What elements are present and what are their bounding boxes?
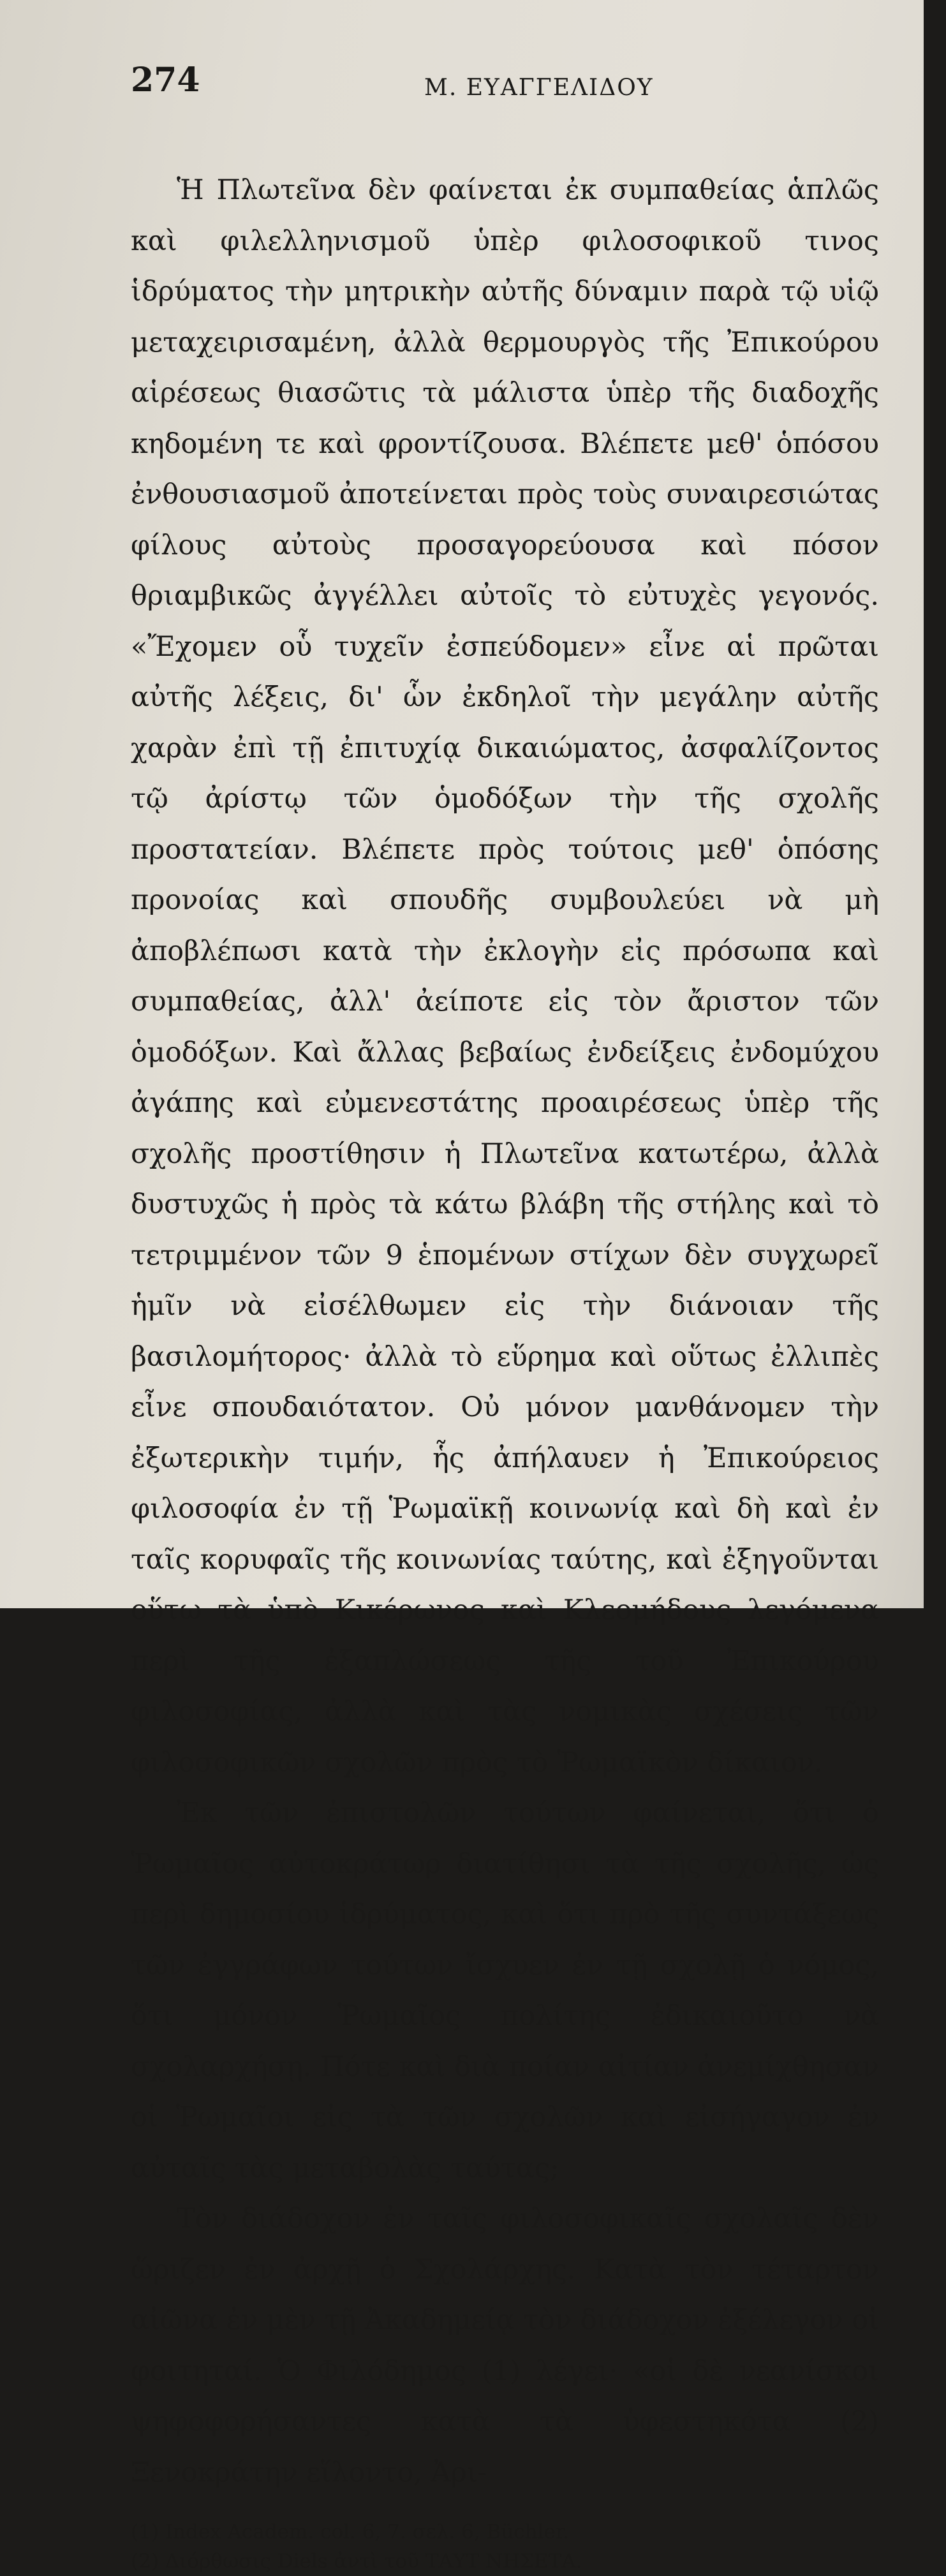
page-number: 274 xyxy=(131,61,200,100)
running-head: Μ. ΕΥΑΓΓΕΛΙΔΟΥ xyxy=(424,75,654,101)
paragraph-1: Ἡ Πλωτεῖνα δὲν φαίνεται ἐκ συμπαθείας ἁπλῶς καὶ φιλελληνισμοῦ ὑπὲρ φιλοσοφικοῦ τινος ἱδρύματος τὴν μητρικὴν αὐτῆς δύναμιν παρὰ τῷ υἱῷ μεταχειρισαμένη, ἀλλὰ θερμουργὸς τῆς Ἐπικούρου αἱρέσεως θιασῶτις τὰ μάλιστα ὑπὲρ τῆς διαδοχῆς κηδομένη τε καὶ φροντίζουσα. Βλέπετε μεθ' ὁπόσου ἐνθουσιασμοῦ ἀποτείνεται πρὸς τοὺς συναιρεσιώτας φίλους αὐτοὺς προσαγορεύουσα καὶ πόσον θριαμβικῶς ἀγγέλλει αὐτοῖς τὸ εὐτυχὲς γεγονός. «Ἔχομεν οὗ τυχεῖν ἐσπεύδομεν» εἶνε αἱ πρῶται αὐτῆς λέξεις, δι' ὧν ἐκδηλοῖ τὴν μεγάλην αὐτῆς χαρὰν ἐπὶ τῇ ἐπιτυχίᾳ δικαιώματος, ἀσφαλίζοντος τῷ ἀρίστῳ τῶν ὁμοδόξων τὴν τῆς σχολῆς προστατείαν. Βλέπετε πρὸς τούτοις μεθ' ὁπόσης προνοίας καὶ σπουδῆς συμβουλεύει νὰ μὴ ἀποβλέπωσι κατὰ τὴν ἐκλογὴν εἰς πρόσωπα καὶ συμπαθείας, ἀλλ' ἀείποτε εἰς τὸν ἄριστον τῶν ὁμοδόξων. Καὶ ἄλλας βεβαίως ἐνδείξεις ἐνδομύχου ἀγάπης καὶ εὐμενεστάτης προαιρέσεως ὑπὲρ τῆς σχολῆς προστίθησιν ἡ Πλωτεῖνα κατωτέρω, ἀλλὰ δυστυχῶς ἡ πρὸς τὰ κάτω βλάβη τῆς στήλης καὶ τὸ τετριμμένον τῶν 9 ἑπομένων στίχων δὲν συγχωρεῖ ἡμῖν νὰ εἰσέλθωμεν εἰς τὴν διάνοιαν τῆς βασιλομήτορος· ἀλλὰ τὸ εὕρημα καὶ οὕτως ἐλλιπὲς εἶνε σπουδαιότατον. Οὐ μόνον μανθάνομεν τὴν ἐξωτερικὴν τιμήν, ἧς ἀπήλαυεν ἡ Ἐπικούρειος φιλοσοφία ἐν τῇ Ῥωμαϊκῇ κοινωνίᾳ καὶ δὴ καὶ ἐν ταῖς κορυφαῖς τῆς κοινωνίας ταύτης, καὶ ἐξηγοῦνται οὕτω τὰ ὑπὸ Κικέρωνος καὶ Κλεομήδους λεγόμενα περὶ τῆς ἐξαπλώσεως τῆς τοῦ Ἐπικούρου φιλοσοφίας, ἀλλὰ καὶ τὰς νομικὰς σχέσεις τῶν φιλοσοφικῶν σχολῶν πρὸς τὸ Ῥωμαϊκὸν δίκαιον. xyxy=(131,174,879,1779)
page-header xyxy=(131,61,879,118)
paragraph-3: Τὸν διάδοχον ἐν ταῖς φιλοσοφικαῖς σχολαῖς δὲν ὥριζεν ἐν ἀρχῇ ὁ Σχολάρχης. Κατὰ τὸν τέταρτον αἰῶνα ἐν μὲν τῇ Ἀκαδημείᾳ τὸν διάδοχον ἐξέλεγον οἱ φοιτηταί. Ὁ Φιλόδημος (1) λέγει· «οἱ δὲ νεανίσκοι ψηφοφορήσαντες κατὰ τὰ ὑφεστηκότα (2) Ξενοκράτην εἵλοντο, Ἀρι- xyxy=(131,2203,879,2489)
body-text xyxy=(131,165,879,2498)
paragraph-2: Ἐκ τῶν ἐπιστολῶν τούτων φαίνεται, ὅτι ὁ Ῥωμαῖος αὐτοκράτωρ διατίθησι τὰ τῆς σχολῆς, ὡς περὶ δημοσίου ἱδρύματος, καὶ ὅτι πρὸ τῆς συντάξεως τῶν ἐγγράφων τούτων ἴσχυεν ἐν τῇ σχολῇ ὁ νόμος, ὅτι μόνον Ῥωμαῖος πολίτης ἐδικαιοῦτο νὰ σχολαρχήσῃ. Πότε καὶ διὰ ποίαν αἰτίαν ἀνεμίχθησαν οἱ Ῥωμαῖοι εἰς τὰ τῶν σχολῶν καὶ εἰσήγαγον ἐν αὐταῖς τὰς μεταβολὰς ταύτας; xyxy=(131,1797,879,2184)
footnote-1: (1) Index Academ. col. 6, 7. σελ. 6, Büchler. xyxy=(131,2520,570,2543)
footnote-2: (2) Διόρθωσις Diels ἀντὶ τοῦ ΤΑΥΤ ΝΗΣΕΤΑ. xyxy=(131,2550,582,2573)
footnotes xyxy=(131,2517,879,2576)
